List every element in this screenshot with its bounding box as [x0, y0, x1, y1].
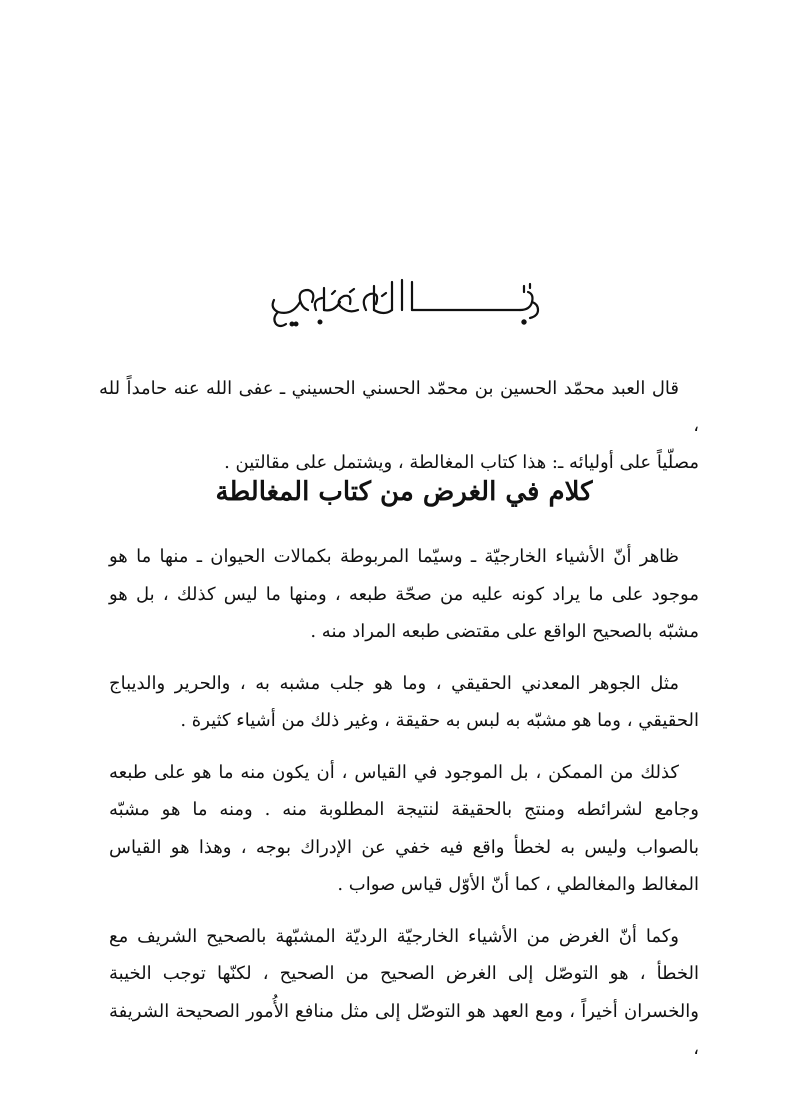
paragraph-4: وكما أنّ الغرض من الأشياء الخارجيّة الرديّة المشبّهة بالصحيح الشريف مع الخطأ ، هو التوصّل إلى الغرض الصحيح من الصحيح ، لكنّها توجب الخيبة والخسران أخيراً ، ومع العهد هو التوصّل إلى مثل منافع الأُمور الصحيحة الشريفة ، [109, 925, 699, 1059]
intro-line-2: مصلّياً على أوليائه ـ: هذا كتاب المغالطة ، ويشتمل على مقالتين . [224, 452, 699, 473]
basmala-calligraphy-icon [262, 272, 552, 332]
paragraph-3: كذلك من الممكن ، بل الموجود في القياس ، أن يكون منه ما هو على طبعه وجامع لشرائطه ومنتج بالحقيقة لنتيجة المطلوبة منه . ومنه ما هو مشبّه بالصواب وليس به لخطأ واقع فيه خفي عن الإدراك بوجه ، وهذا هو القياس المغالط والمغالطي ، كما أنّ الأوّل قياس صواب . [109, 761, 699, 895]
section-heading: كلام في الغرض من كتاب المغالطة [215, 477, 593, 507]
paragraph-2: مثل الجوهر المعدني الحقيقي ، وما هو جلب مشبه به ، والحرير والديباج الحقيقي ، وما هو مشبّه به لبس به حقيقة ، وغير ذلك من أشياء كثيرة . [109, 672, 699, 731]
basmala-calligraphy [262, 272, 552, 332]
intro-line-1: قال العبد محمّد الحسين بن محمّد الحسني الحسيني ـ عفى الله عنه حامداً لله ، [99, 378, 699, 436]
body-text [109, 538, 699, 1082]
paragraph-1: ظاهر أنّ الأشياء الخارجيّة ـ وسيّما المربوطة بكمالات الحيوان ـ منها ما هو موجود على ما يراد كونه عليه من صحّة طبعه ، ومنها ما ليس كذلك ، بل هو مشبّه بالصحيح الواقع على مقتضى طبعه المراد منه . [109, 546, 699, 642]
intro-text [99, 370, 699, 481]
